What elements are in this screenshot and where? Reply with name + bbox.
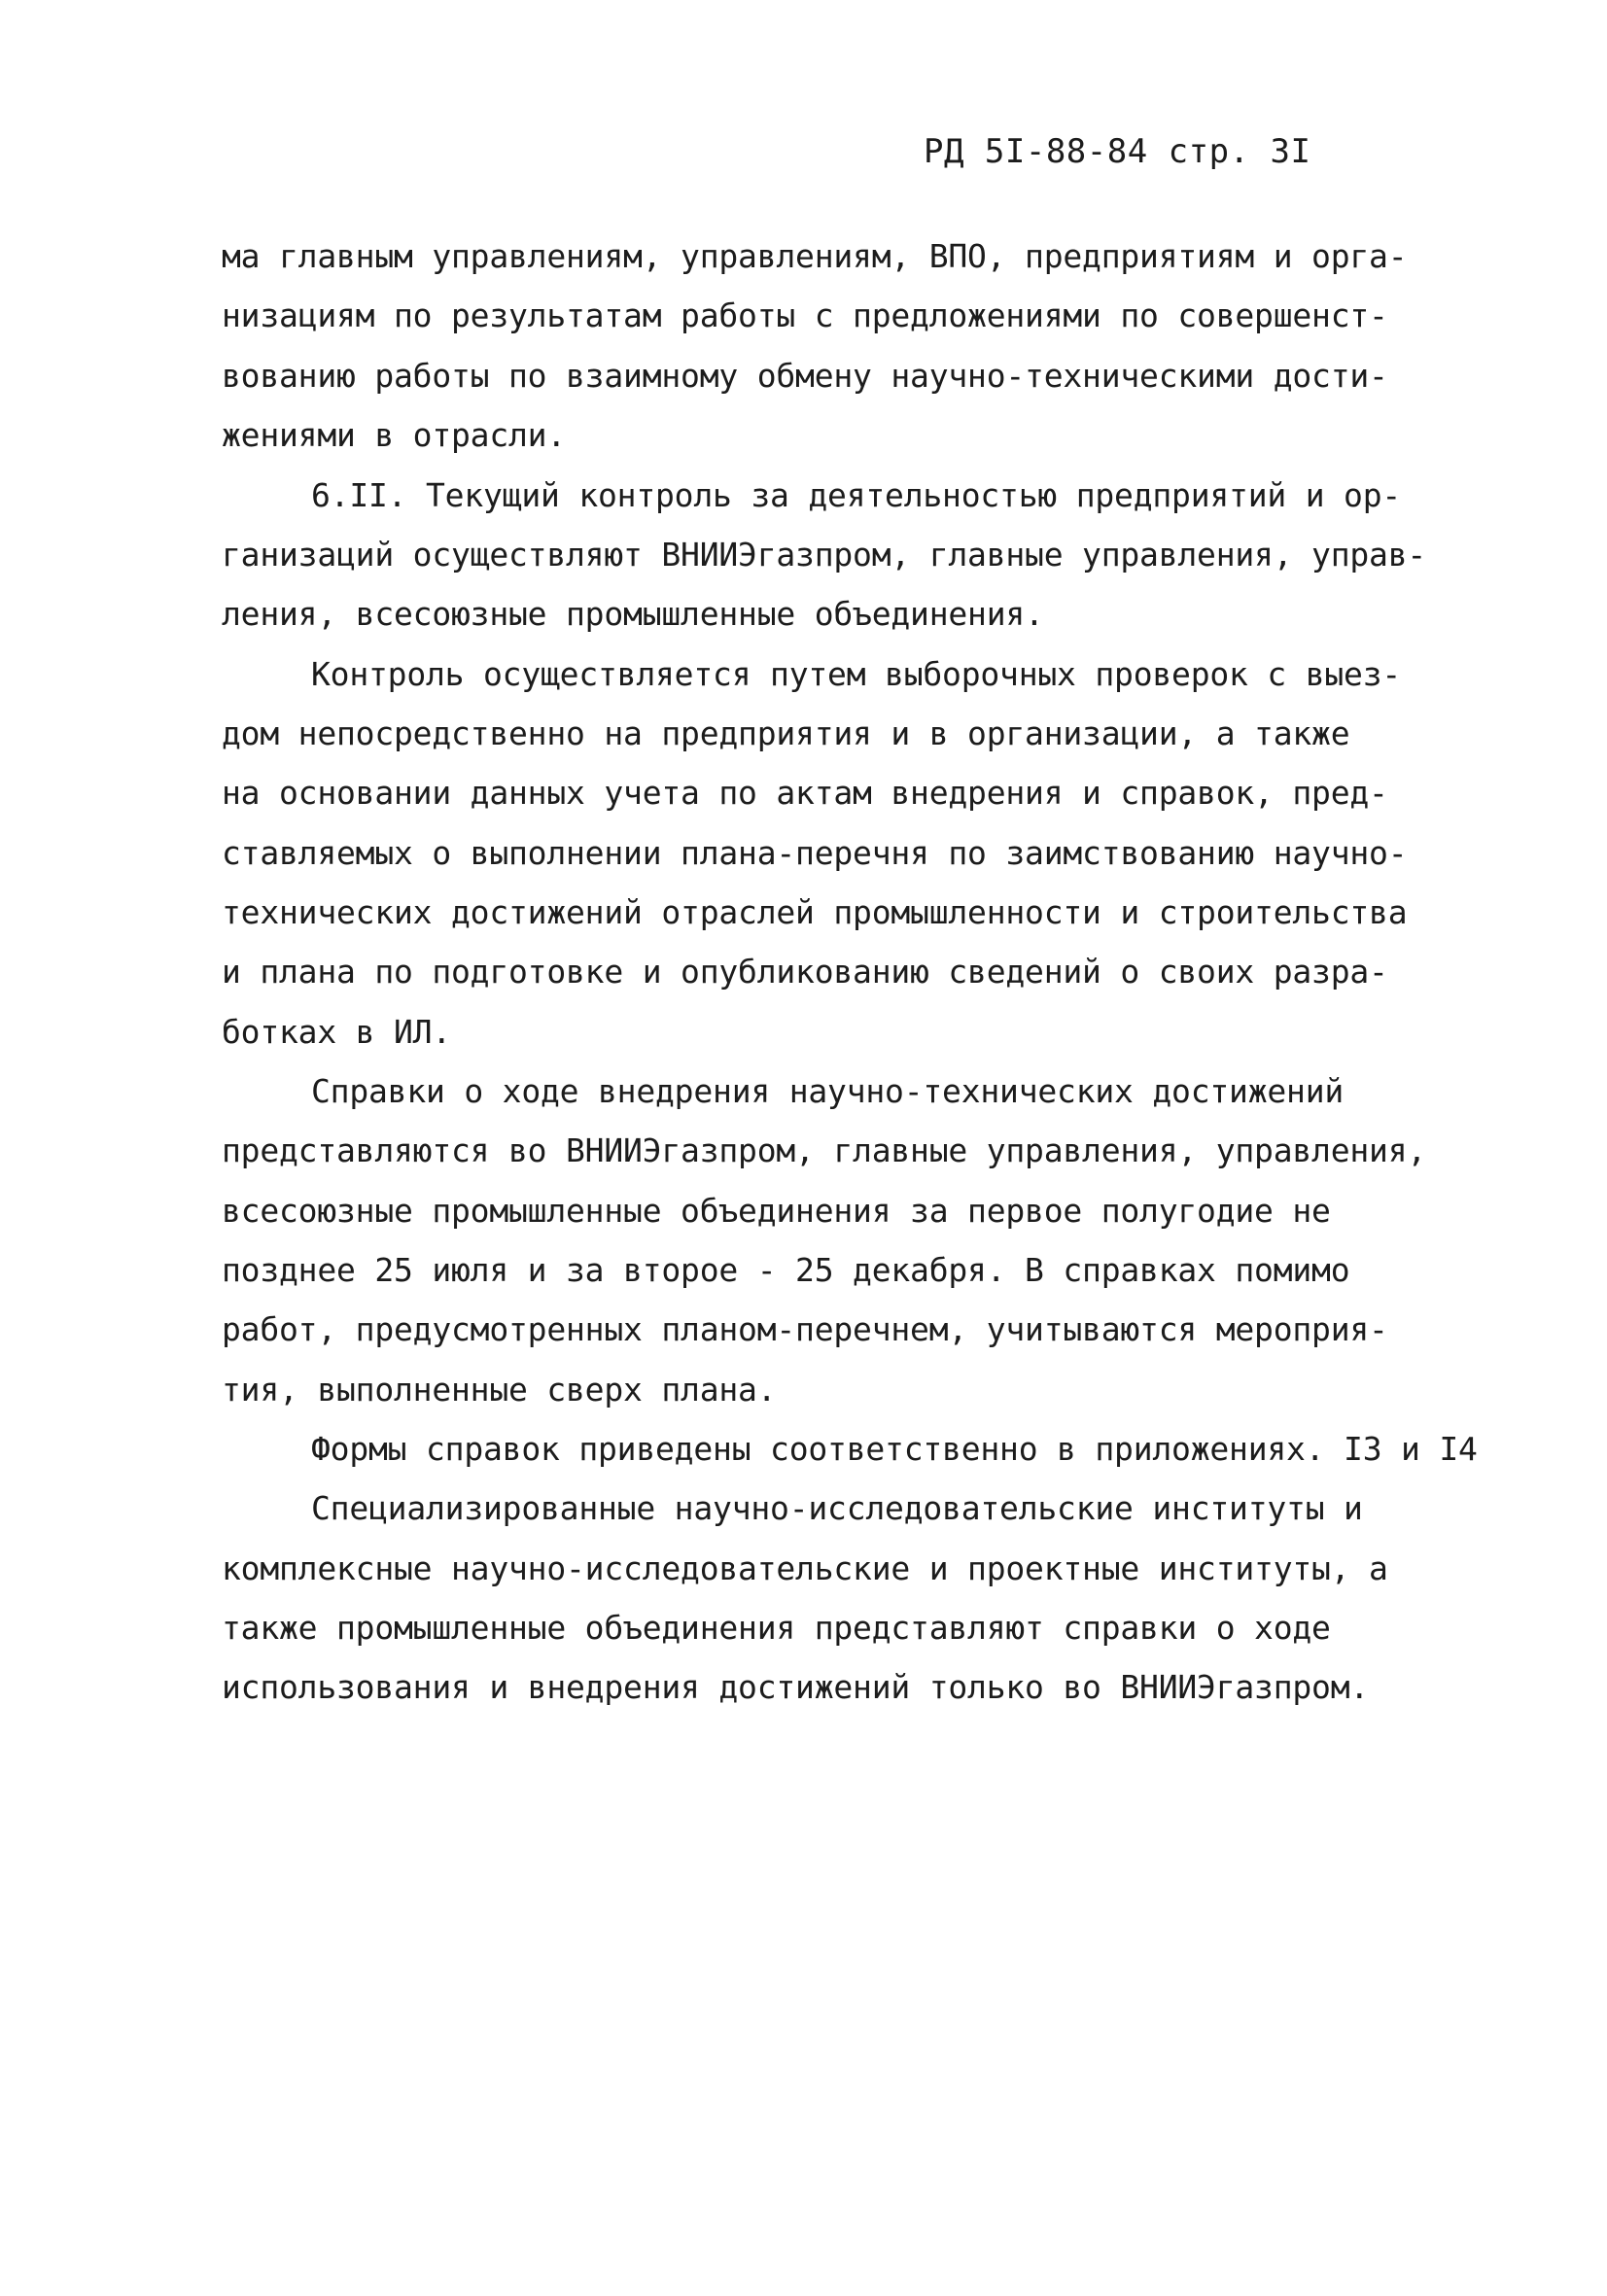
text-line: ставляемых о выполнении плана-перечня по заимствованию научно- [222,834,1408,872]
text-line: ма главным управлениям, управлениям, ВПО, предприятиям и орга- [222,237,1408,275]
text-line: также промышленные объединения представляют справки о ходе [222,1609,1331,1647]
text-line: использования и внедрения достижений только во ВНИИЭгазпром. [222,1668,1370,1706]
text-line: ганизаций осуществляют ВНИИЭгазпром, главные управления, управ- [222,536,1427,574]
page-header: РД 5I-88-84 стр. 3I [924,132,1311,171]
text-line: представляются во ВНИИЭгазпром, главные управления, управления, [222,1131,1427,1169]
text-line: ботках в ИЛ. [222,1013,452,1051]
text-line: дом непосредственно на предприятия и в организации, а также [222,714,1350,752]
paragraph-first-line: 6.II. Текущий контроль за деятельностью предприятий и ор- [311,476,1402,514]
text-line: ления, всесоюзные промышленные объединения. [222,595,1044,633]
paragraph-first-line: Контроль осуществляется путем выборочных проверок с выез- [311,655,1402,693]
text-line: на основании данных учета по актам внедрения и справок, пред- [222,774,1388,812]
paragraph-first-line: Формы справок приведены соответственно в приложениях. I3 и I4 [311,1430,1478,1468]
text-line: всесоюзные промышленные объединения за первое полугодие не [222,1192,1331,1230]
text-line: и плана по подготовке и опубликованию сведений о своих разра- [222,953,1388,991]
text-line: технических достижений отраслей промышленности и строительства [222,893,1408,931]
text-line: тия, выполненные сверх плана. [222,1371,777,1409]
text-line: комплексные научно-исследовательские и проектные институты, а [222,1549,1388,1587]
text-line: работ, предусмотренных планом-перечнем, учитываются мероприя- [222,1310,1388,1348]
text-line: низациям по результатам работы с предложениями по совершенст- [222,296,1388,334]
paragraph-first-line: Специализированные научно-исследовательские институты и [311,1489,1363,1527]
text-line: вованию работы по взаимному обмену научно-техническими дости- [222,357,1388,395]
text-line: позднее 25 июля и за второе - 25 декабря. В справках помимо [222,1251,1350,1289]
paragraph-first-line: Справки о ходе внедрения научно-технических достижений [311,1072,1345,1110]
text-line: жениями в отрасли. [222,416,567,454]
